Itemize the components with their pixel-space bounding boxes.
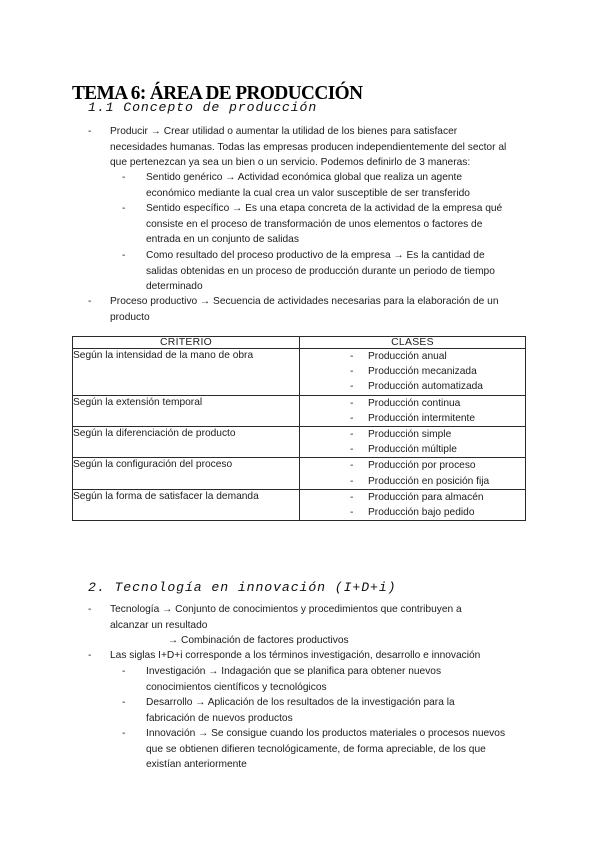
clases-list [300, 396, 525, 426]
cell-clases [300, 427, 526, 458]
section-heading-1: 1.1 Concepto de producción [88, 100, 318, 115]
bullet-dash-icon: - [122, 172, 126, 183]
note-combinacion-factores: → Combinación de factores productivos [168, 635, 349, 646]
cell-clases [300, 349, 526, 396]
clases-list [300, 490, 525, 520]
list-item: - Producción simple [300, 427, 525, 442]
bullet-proceso-productivo [88, 294, 518, 325]
bullet-text: Desarrollo → Aplicación de los resultados de la investigación para la fabricación de nuevos productos [146, 697, 455, 724]
list-item [88, 124, 514, 171]
bullet-dash-icon: - [88, 604, 92, 615]
list-item [88, 602, 498, 633]
table-header-row [73, 337, 526, 349]
list-item: - Producción para almacén [300, 490, 525, 505]
list-item: - Producción bajo pedido [300, 505, 525, 520]
bullet-dash-icon: - [88, 296, 92, 307]
bullet-dash-icon: - [122, 728, 126, 739]
clases-list [300, 427, 525, 457]
clases-list [300, 349, 525, 395]
list-item [88, 294, 518, 325]
subbullet-innovacion [122, 726, 508, 773]
cell-criterio: Según la intensidad de la mano de obra [73, 349, 300, 396]
table-row [73, 458, 526, 489]
bullet-dash-icon: - [122, 250, 126, 261]
bullet-text: Sentido específico → Es una etapa concreta de la actividad de la empresa qué consiste en el proceso de transformación de unos elementos o factores de entrada en un conjunto de salidas [146, 203, 503, 246]
subbullet-desarrollo [122, 695, 498, 726]
bullet-dash-icon: - [88, 126, 92, 137]
list-item [122, 695, 498, 726]
bullet-text: Proceso productivo → Secuencia de actividades necesarias para la elaboración de un producto [110, 296, 499, 323]
bullet-dash-icon: - [122, 666, 126, 677]
table-row [73, 349, 526, 396]
table-row [73, 489, 526, 520]
table-row [73, 395, 526, 426]
bullet-tecnologia [88, 602, 498, 633]
bullet-text: Sentido genérico → Actividad económica global que realiza un agente económico mediante la cual crea un valor susceptible de ser transferido [146, 172, 470, 199]
clases-list [300, 458, 525, 488]
bullet-dash-icon: - [122, 697, 126, 708]
bullet-dash-icon: - [122, 203, 126, 214]
table-row [73, 427, 526, 458]
list-item [122, 170, 514, 201]
production-types-table [72, 336, 526, 521]
bullet-text: Las siglas I+D+i corresponde a los términos investigación, desarrollo e innovación [110, 650, 481, 661]
cell-criterio: Según la diferenciación de producto [73, 427, 300, 458]
subbullet-sentido-especifico [122, 201, 518, 248]
cell-clases [300, 458, 526, 489]
bullet-siglas-idi [88, 648, 520, 664]
list-item [122, 726, 508, 773]
bullet-text: Investigación → Indagación que se planifica para obtener nuevos conocimientos científicos y tecnológicos [146, 666, 442, 693]
list-item [88, 648, 520, 664]
bullet-text: Producir → Crear utilidad o aumentar la utilidad de los bienes para satisfacer necesidades humanas. Todas las empresas producen independientemente del sector al que pertenezcan ya sea un bien o un servicio. Podemos definirlo de 3 maneras: [110, 126, 507, 169]
list-item: - Producción múltiple [300, 442, 525, 457]
bullet-dash-icon: - [88, 650, 92, 661]
subbullet-sentido-generico [122, 170, 514, 201]
section-heading-2: 2. Tecnología en innovación (I+D+i) [88, 580, 397, 595]
list-item [122, 664, 494, 695]
bullet-text: Tecnología → Conjunto de conocimientos y procedimientos que contribuyen a alcanzar un resultado [110, 604, 462, 631]
bullet-text: Innovación → Se consigue cuando los productos materiales o procesos nuevos que se obtienen difieren tecnológicamente, de forma apreciable, de los que existían anteriormente [146, 728, 506, 771]
cell-clases [300, 395, 526, 426]
list-item: - Producción anual [300, 349, 525, 364]
cell-criterio: Según la forma de satisfacer la demanda [73, 489, 300, 520]
list-item: - Producción en posición fija [300, 474, 525, 489]
list-item: - Producción mecanizada [300, 364, 525, 379]
bullet-producir [88, 124, 514, 171]
list-item: - Producción intermitente [300, 411, 525, 426]
cell-criterio: Según la configuración del proceso [73, 458, 300, 489]
column-header-criterio: CRITERIO [73, 337, 300, 349]
bullet-text: Como resultado del proceso productivo de la empresa → Es la cantidad de salidas obtenidas en un proceso de producción durante un periodo de tiempo determinado [146, 250, 495, 293]
list-item: - Producción continua [300, 396, 525, 411]
cell-criterio: Según la extensión temporal [73, 395, 300, 426]
list-item: - Producción automatizada [300, 379, 525, 394]
subbullet-como-resultado [122, 248, 514, 295]
cell-clases [300, 489, 526, 520]
page-title: TEMA 6: ÁREA DE PRODUCCIÓN [72, 81, 363, 104]
list-item [122, 248, 514, 295]
subbullet-investigacion [122, 664, 494, 695]
column-header-clases: CLASES [300, 337, 526, 349]
list-item [122, 201, 518, 248]
list-item: - Producción por proceso [300, 458, 525, 473]
